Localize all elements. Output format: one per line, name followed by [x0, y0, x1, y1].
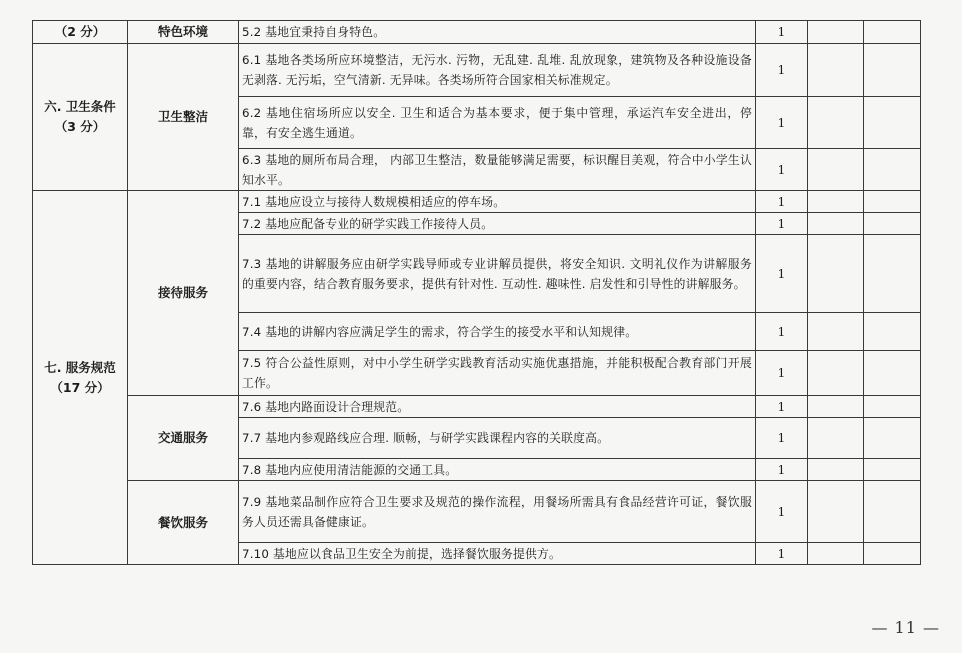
blank-cell [864, 213, 921, 235]
blank-cell [864, 396, 921, 418]
item-text: 7.1 基地应设立与接待人数规模相适应的停车场。 [239, 191, 756, 213]
subcategory-cell: 卫生整洁 [128, 44, 239, 191]
blank-cell [864, 543, 921, 565]
blank-cell [808, 313, 864, 351]
category-cell-service [33, 191, 128, 565]
blank-cell [808, 44, 864, 97]
item-text: 6.1 基地各类场所应环境整洁，无污水. 污物，无乱建. 乱堆. 乱放现象，建筑物及各种设施设备无剥落. 无污垢，空气清新. 无异味。各类场所符合国家相关标准规定。 [239, 44, 756, 97]
item-text: 7.6 基地内路面设计合理规范。 [239, 396, 756, 418]
item-text: 6.3 基地的厕所布局合理， 内部卫生整洁，数量能够满足需要，标识醒目美观，符合中小学生认知水平。 [239, 149, 756, 191]
blank-cell [864, 313, 921, 351]
blank-cell [808, 351, 864, 396]
subcategory-cell: 餐饮服务 [128, 481, 239, 565]
table-row [33, 44, 921, 97]
table-row [33, 481, 921, 543]
score-cell: 1 [756, 235, 808, 313]
blank-cell [808, 149, 864, 191]
score-cell: 1 [756, 351, 808, 396]
table-row [33, 396, 921, 418]
score-cell: 1 [756, 149, 808, 191]
page-number: — 11 — [871, 618, 940, 637]
item-text: 7.4 基地的讲解内容应满足学生的需求，符合学生的接受水平和认知规律。 [239, 313, 756, 351]
table-row [33, 21, 921, 44]
table-row [33, 191, 921, 213]
blank-cell [808, 543, 864, 565]
blank-cell [864, 44, 921, 97]
blank-cell [808, 21, 864, 44]
score-cell: 1 [756, 313, 808, 351]
item-text: 7.3 基地的讲解服务应由研学实践导师或专业讲解员提供，将安全知识. 文明礼仪作为讲解服务的重要内容，结合教育服务要求，提供有针对性. 互动性. 趣味性. 启发性和引导性的讲解服务。 [239, 235, 756, 313]
score-cell: 1 [756, 418, 808, 459]
score-cell: 1 [756, 97, 808, 149]
score-cell: 1 [756, 459, 808, 481]
blank-cell [864, 351, 921, 396]
blank-cell [808, 418, 864, 459]
category-score: （3 分） [54, 119, 106, 134]
standards-table [32, 20, 921, 565]
score-cell: 1 [756, 543, 808, 565]
blank-cell [864, 459, 921, 481]
blank-cell [864, 418, 921, 459]
blank-cell [808, 459, 864, 481]
item-text: 7.10 基地应以食品卫生安全为前提，选择餐饮服务提供方。 [239, 543, 756, 565]
item-text: 6.2 基地住宿场所应以安全. 卫生和适合为基本要求，便于集中管理，承运汽车安全进出，停靠，有安全逃生通道。 [239, 97, 756, 149]
blank-cell [864, 149, 921, 191]
blank-cell [808, 235, 864, 313]
score-cell: 1 [756, 481, 808, 543]
item-text: 7.2 基地应配备专业的研学实践工作接待人员。 [239, 213, 756, 235]
score-cell: 1 [756, 213, 808, 235]
blank-cell [808, 191, 864, 213]
category-score-cell: （2 分） [33, 21, 128, 44]
category-name: 六. 卫生条件 [44, 99, 116, 114]
blank-cell [808, 213, 864, 235]
score-cell: 1 [756, 191, 808, 213]
item-text: 7.9 基地菜品制作应符合卫生要求及规范的操作流程，用餐场所需具有食品经营许可证，餐饮服务人员还需具备健康证。 [239, 481, 756, 543]
score-cell: 1 [756, 396, 808, 418]
item-text: 7.7 基地内参观路线应合理. 顺畅，与研学实践课程内容的关联度高。 [239, 418, 756, 459]
blank-cell [808, 481, 864, 543]
blank-cell [864, 21, 921, 44]
score-cell: 1 [756, 21, 808, 44]
category-score: （17 分） [50, 379, 110, 395]
item-text: 7.8 基地内应使用清洁能源的交通工具。 [239, 459, 756, 481]
subcategory-cell: 特色环境 [128, 21, 239, 44]
category-cell-hygiene [33, 44, 128, 191]
blank-cell [864, 191, 921, 213]
item-text: 5.2 基地宜秉持自身特色。 [239, 21, 756, 44]
blank-cell [864, 235, 921, 313]
blank-cell [808, 97, 864, 149]
subcategory-cell: 接待服务 [128, 191, 239, 396]
score-cell: 1 [756, 44, 808, 97]
category-name: 七. 服务规范 [44, 359, 116, 375]
blank-cell [864, 481, 921, 543]
item-text: 7.5 符合公益性原则，对中小学生研学实践教育活动实施优惠措施，并能积极配合教育部门开展工作。 [239, 351, 756, 396]
blank-cell [864, 97, 921, 149]
subcategory-cell: 交通服务 [128, 396, 239, 481]
blank-cell [808, 396, 864, 418]
